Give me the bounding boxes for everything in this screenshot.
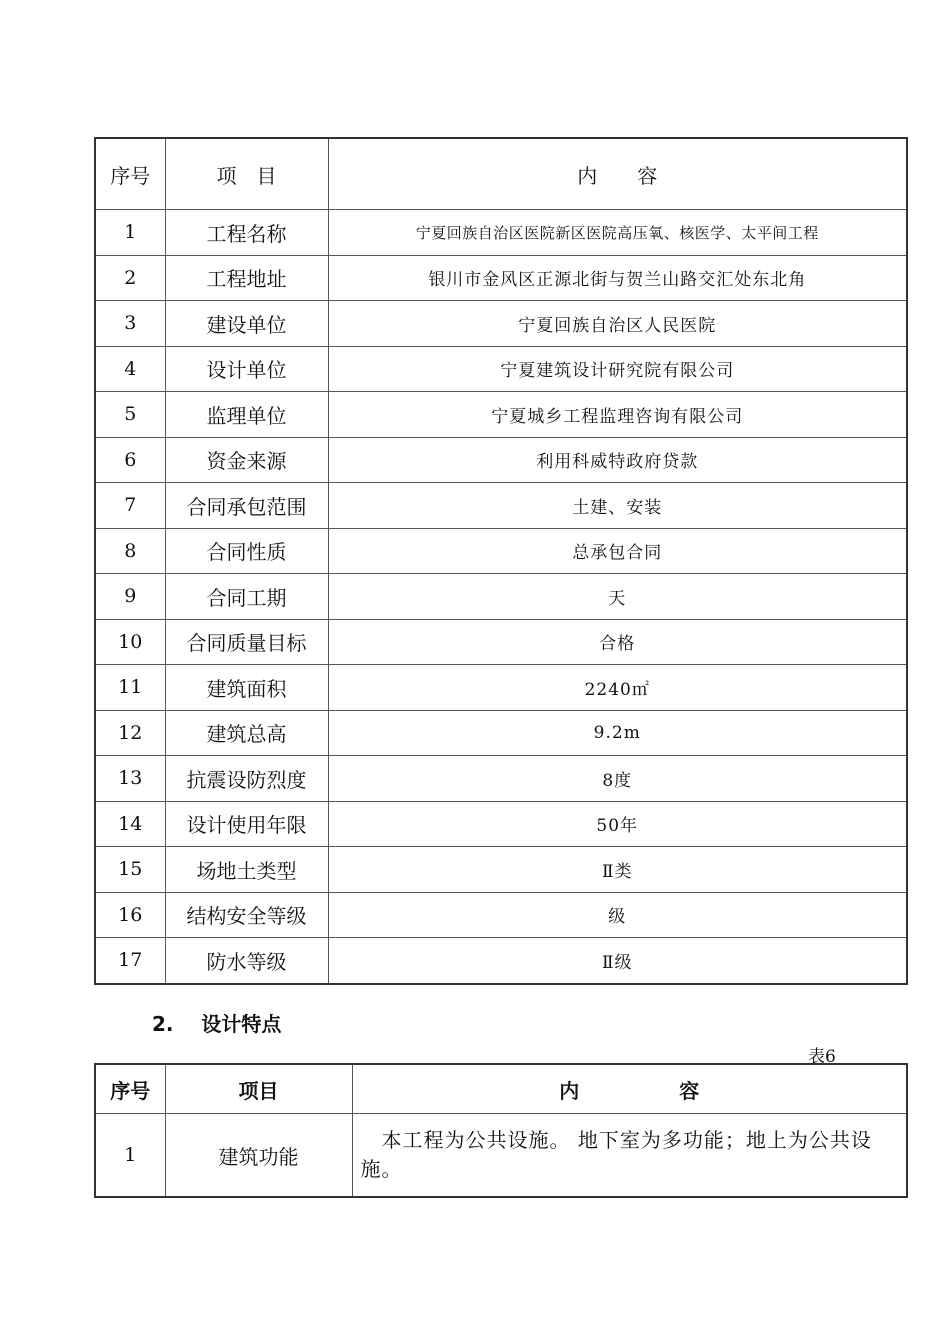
row-item: 场地土类型 xyxy=(165,847,328,893)
row-number: 1 xyxy=(95,1114,165,1198)
table-row xyxy=(95,801,907,847)
table-row xyxy=(95,665,907,711)
row-value: 宁夏建筑设计研究院有限公司 xyxy=(328,346,907,392)
row-value: 2240㎡ xyxy=(328,665,907,711)
table-body xyxy=(95,1114,907,1198)
row-item: 结构安全等级 xyxy=(165,892,328,938)
table-row xyxy=(95,847,907,893)
header-no: 序号 xyxy=(95,1064,165,1114)
row-value: 天 xyxy=(328,574,907,620)
table-row xyxy=(95,346,907,392)
row-value: 8度 xyxy=(328,756,907,802)
row-item: 监理单位 xyxy=(165,392,328,438)
row-item: 建筑面积 xyxy=(165,665,328,711)
table-body xyxy=(95,210,907,984)
design-features-table xyxy=(94,1063,908,1198)
row-item: 防水等级 xyxy=(165,938,328,984)
row-value: 9.2m xyxy=(328,710,907,756)
section-title: 设计特点 xyxy=(201,1012,282,1036)
row-number: 4 xyxy=(95,346,165,392)
row-number: 17 xyxy=(95,938,165,984)
row-value: 50年 xyxy=(328,801,907,847)
row-value: Ⅱ类 xyxy=(328,847,907,893)
table-header-row xyxy=(95,138,907,210)
row-item: 工程名称 xyxy=(165,210,328,256)
table-row xyxy=(95,301,907,347)
row-item: 合同承包范围 xyxy=(165,483,328,529)
row-number: 9 xyxy=(95,574,165,620)
project-overview-table xyxy=(94,137,908,985)
table-row xyxy=(95,1114,907,1198)
row-value: 本工程为公共设施。 地下室为多功能；地上为公共设施。 xyxy=(352,1114,907,1198)
row-item: 合同工期 xyxy=(165,574,328,620)
row-number: 2 xyxy=(95,255,165,301)
row-value: 宁夏城乡工程监理咨询有限公司 xyxy=(328,392,907,438)
table-row xyxy=(95,574,907,620)
row-item: 抗震设防烈度 xyxy=(165,756,328,802)
row-value: Ⅱ级 xyxy=(328,938,907,984)
header-content: 内 容 xyxy=(352,1064,907,1114)
row-item: 建筑功能 xyxy=(165,1114,352,1198)
table-row xyxy=(95,392,907,438)
row-value: 总承包合同 xyxy=(328,528,907,574)
row-number: 14 xyxy=(95,801,165,847)
table-row xyxy=(95,938,907,984)
header-no: 序号 xyxy=(95,138,165,210)
row-number: 3 xyxy=(95,301,165,347)
row-number: 13 xyxy=(95,756,165,802)
row-item: 工程地址 xyxy=(165,255,328,301)
row-item: 设计单位 xyxy=(165,346,328,392)
table-number-label: 表6 xyxy=(808,1047,836,1067)
table-header-row xyxy=(95,1064,907,1114)
row-number: 8 xyxy=(95,528,165,574)
row-value: 利用科威特政府贷款 xyxy=(328,437,907,483)
header-item: 项 目 xyxy=(165,138,328,210)
section-number: 2. xyxy=(152,1012,174,1036)
row-number: 16 xyxy=(95,892,165,938)
row-item: 建筑总高 xyxy=(165,710,328,756)
row-number: 1 xyxy=(95,210,165,256)
row-number: 11 xyxy=(95,665,165,711)
row-value: 级 xyxy=(328,892,907,938)
row-value: 银川市金风区正源北街与贺兰山路交汇处东北角 xyxy=(328,255,907,301)
table-row xyxy=(95,255,907,301)
row-number: 6 xyxy=(95,437,165,483)
row-value: 宁夏回族自治区医院新区医院高压氧、核医学、太平间工程 xyxy=(328,210,907,256)
table-row xyxy=(95,892,907,938)
row-number: 10 xyxy=(95,619,165,665)
row-number: 12 xyxy=(95,710,165,756)
table-row xyxy=(95,619,907,665)
row-value: 合格 xyxy=(328,619,907,665)
table-row xyxy=(95,210,907,256)
table-row xyxy=(95,528,907,574)
table-row xyxy=(95,437,907,483)
row-item: 合同性质 xyxy=(165,528,328,574)
header-content: 内 容 xyxy=(328,138,907,210)
row-item: 合同质量目标 xyxy=(165,619,328,665)
row-item: 建设单位 xyxy=(165,301,328,347)
row-item: 设计使用年限 xyxy=(165,801,328,847)
section-heading xyxy=(152,1008,281,1037)
table-row xyxy=(95,710,907,756)
row-item: 资金来源 xyxy=(165,437,328,483)
row-value: 土建、安装 xyxy=(328,483,907,529)
table-row xyxy=(95,756,907,802)
row-number: 7 xyxy=(95,483,165,529)
row-value: 宁夏回族自治区人民医院 xyxy=(328,301,907,347)
header-item: 项目 xyxy=(165,1064,352,1114)
row-number: 15 xyxy=(95,847,165,893)
row-number: 5 xyxy=(95,392,165,438)
table-row xyxy=(95,483,907,529)
